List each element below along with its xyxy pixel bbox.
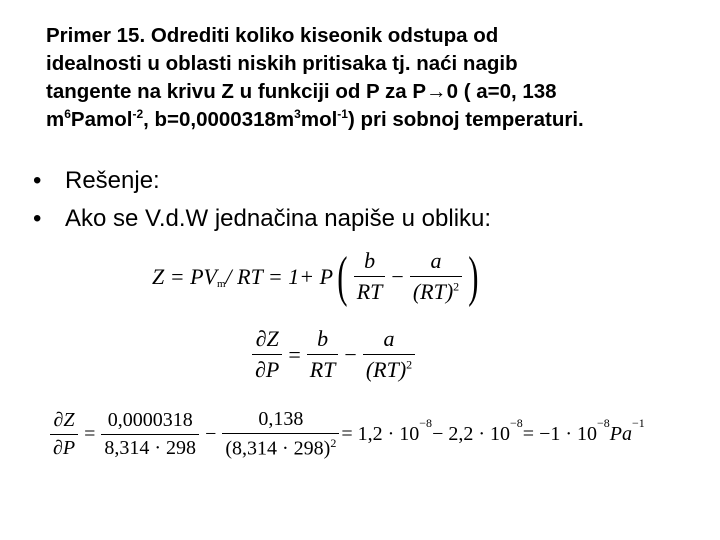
bullet-icon: • [33, 167, 42, 194]
problem-line-3: tangente na krivu Z u funkciji od P za P→0 ( a=0, 138 [46, 80, 557, 103]
fraction: $\frac{a}{(RT)^2}$ [363, 326, 415, 383]
bullet-list [33, 162, 491, 238]
fraction: $\frac{0,138}{(8,314 \cdot 298)^2}$ [222, 408, 339, 461]
problem-statement [46, 22, 706, 134]
equation-vdw-compressibility: Z = PV $_m$ / RT = 1+ P ( $\frac{b}{RT}$ − $\frac{a}{(RT)^2}$ ) [152, 245, 479, 308]
list-item: • Rešenje: [33, 162, 491, 200]
equation-derivative-numeric: $\frac{\partial Z}{\partial P}$ = $\frac{0,0000318}{8,314 \cdot 298}$ − $\frac{0,138}{(8,314 \cdot 298)^2}$ = 1,2 · 10 $^{-8}$ − 2,2 · 10 $^{-8}$ = −1 · 10 $^{-8}$ Pa $^{-1}$ [48, 408, 645, 461]
problem-line-1: Primer 15. Odrediti koliko kiseonik odstupa od [46, 24, 499, 47]
bullet-icon: • [33, 205, 42, 232]
derivative: $\frac{\partial Z}{\partial P}$ [50, 409, 78, 460]
problem-line-4: $m^6Pamol^{-2}$, $b=0,0000318m^3mol^{-1}$) pri sobnoj temperaturi. [46, 107, 584, 131]
fraction: $\frac{a}{(RT)^2}$ [410, 248, 462, 305]
derivative: $\frac{\partial Z}{\partial P}$ [252, 326, 282, 383]
fraction: $\frac{b}{RT}$ [307, 326, 339, 383]
equation-derivative-symbolic: $\frac{\partial Z}{\partial P}$ = $\frac{b}{RT}$ − $\frac{a}{(RT)^2}$ [250, 326, 417, 383]
list-item: • Ako se V.d.W jednačina napiše u obliku: [33, 200, 491, 238]
fraction: $\frac{b}{RT}$ [354, 248, 386, 305]
problem-line-2: idealnosti u oblasti niskih pritisaka tj. naći nagib [46, 52, 518, 75]
arrow-icon: → [426, 80, 447, 103]
fraction: $\frac{0,0000318}{8,314 \cdot 298}$ [101, 409, 199, 460]
